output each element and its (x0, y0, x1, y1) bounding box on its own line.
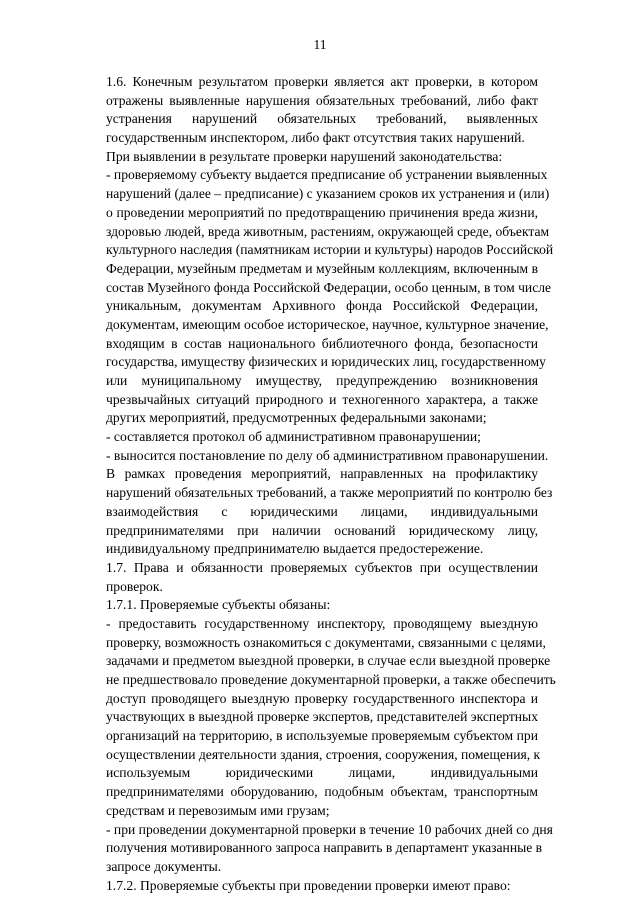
text-line: - при проведении документарной проверки в течение 10 рабочих дней со дня (106, 821, 553, 837)
text-line: 1.6. Конечным результатом проверки является акт проверки, в котором (106, 74, 538, 89)
text-line: культурного наследия (памятникам истории и культуры) народов Российской (106, 242, 554, 258)
text-line: получения мотивированного запроса направить в департамент указанные в (106, 840, 543, 856)
text-line: устранения нарушений обязательных требований, выявленных (106, 111, 538, 127)
text-line: средствам и перевозимым ими грузам; (106, 802, 330, 818)
text-line: предпринимателями при наличии оснований юридическому лицу, (106, 522, 538, 538)
text-line: При выявлении в результате проверки нарушений законодательства: (106, 148, 503, 164)
text-line: запросе документы. (106, 858, 222, 874)
text-line: государственным инспектором, либо факт отсутствия таких нарушений. (106, 130, 525, 146)
text-line: не предшествовало проведение документарной проверки, а также обеспечить (106, 672, 556, 687)
text-line: нарушений обязательных требований, а также мероприятий по контролю без (106, 485, 553, 501)
text-line: участвующих в выездной проверке экспертов, представителей экспертных (106, 709, 538, 725)
page-number: 11 (313, 37, 327, 52)
text-line: отражены выявленные нарушения обязательных требований, либо факт (106, 92, 538, 108)
text-line: доступ проводящего выездную проверку государственного инспектора и (106, 690, 538, 706)
text-line: 1.7. Права и обязанности проверяемых субъектов при осуществлении (106, 559, 538, 575)
text-line: или муниципальному имуществу, предупреждению возникновения (106, 373, 538, 388)
text-line: о проведении мероприятий по предотвращению причинения вреда жизни, (106, 204, 538, 220)
text-line: других мероприятий, предусмотренных федеральными законами; (106, 410, 487, 426)
text-line: - составляется протокол об административном правонарушении; (106, 429, 481, 445)
text-line: проверок. (106, 578, 163, 594)
text-line: задачами и предметом выездной проверки, в случае если выездной проверке (106, 653, 551, 669)
text-line: - предоставить государственному инспектору, проводящему выездную (106, 615, 538, 631)
text-line: чрезвычайных ситуаций природного и техногенного характера, а также (106, 391, 538, 407)
text-line: входящим в состав национального библиотечного фонда, безопасности (106, 335, 538, 351)
text-line: индивидуальному предпринимателю выдается предостережение. (106, 541, 484, 557)
text-line: государства, имуществу физических и юридических лиц, государственному (106, 354, 546, 370)
text-line: состав Музейного фонда Российской Федерации, особо ценным, в том числе (106, 279, 552, 295)
text-line: документам, имеющим особое историческое, научное, культурное значение, (106, 316, 549, 332)
text-line: нарушений (далее – предписание) с указанием сроков их устранения и (или) (106, 186, 550, 202)
text-line: организаций на территорию, в используемые проверяемым субъектом при (106, 728, 538, 744)
text-line: Федерации, музейным предметам и музейным коллекциям, включенным в (106, 260, 538, 276)
text-line: проверку, возможность ознакомиться с документами, связанными с целями, (106, 634, 546, 650)
text-line: используемым юридическими лицами, индивидуальными (106, 765, 538, 781)
text-line: 1.7.2. Проверяемые субъекты при проведении проверки имеют право: (106, 877, 511, 893)
text-line: - выносится постановление по делу об административном правонарушении. (106, 447, 549, 463)
text-line: В рамках проведения мероприятий, направленных на профилактику (106, 466, 538, 482)
text-line: здоровью людей, вреда животным, растениям, окружающей среде, объектам (106, 223, 550, 239)
document-body (106, 73, 556, 895)
text-line: 1.7.1. Проверяемые субъекты обязаны: (106, 597, 331, 613)
text-line: предпринимателями оборудованию, подобным объектам, транспортным (106, 784, 538, 800)
text-line: осуществлении деятельности здания, строения, сооружения, помещения, к (106, 746, 541, 762)
text-line: - проверяемому субъекту выдается предписание об устранении выявленных (106, 167, 548, 183)
text-line: взаимодействия с юридическими лицами, индивидуальными (106, 503, 538, 519)
text-line: уникальным, документам Архивного фонда Российской Федерации, (106, 298, 538, 314)
